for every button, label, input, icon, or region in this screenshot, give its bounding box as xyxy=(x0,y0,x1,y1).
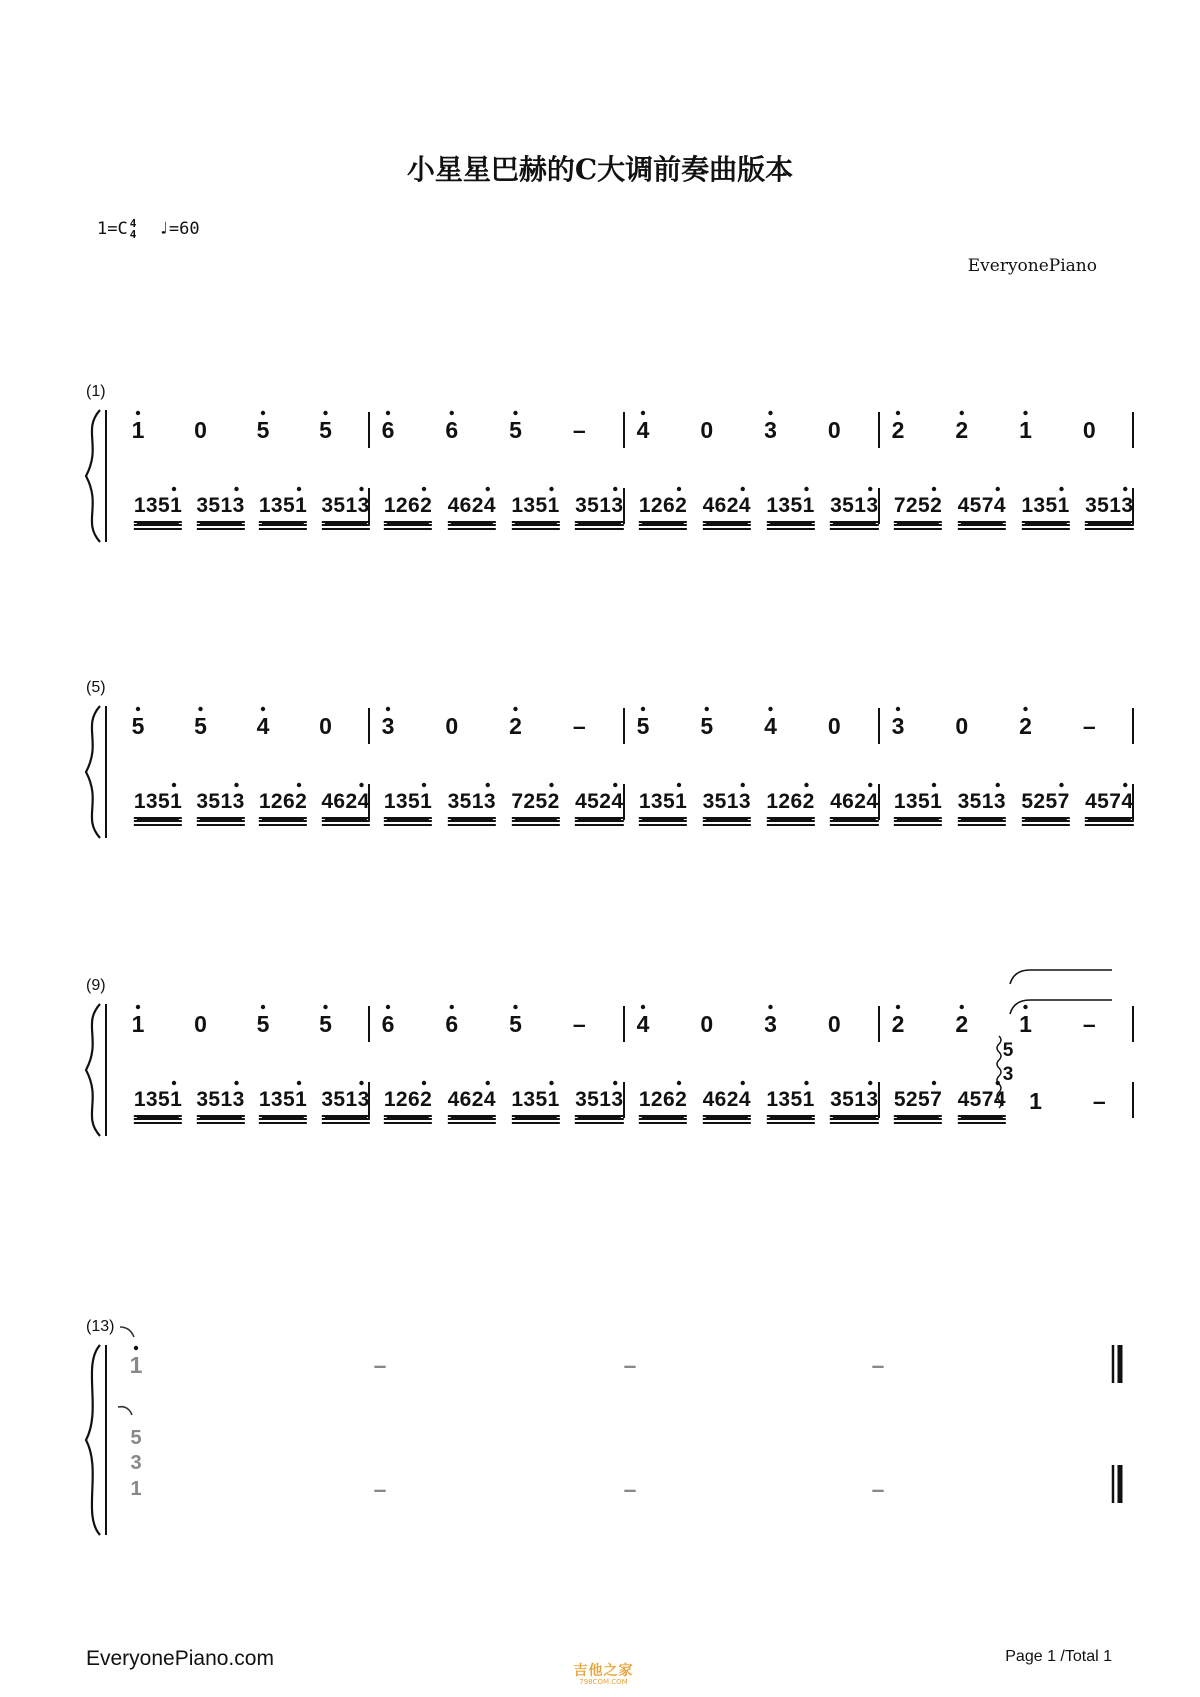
tie-arc xyxy=(120,1327,134,1337)
lh-note-group: 1262 xyxy=(639,494,687,523)
lh-note-group: 4574 xyxy=(958,1088,1006,1117)
lh-note-group: 3513 xyxy=(830,494,878,523)
octave-dot xyxy=(741,487,745,491)
lh-note-group: 3513 xyxy=(196,790,244,819)
rh-note: 0 xyxy=(194,1011,207,1037)
lh-note-group: 1351 xyxy=(259,1088,307,1117)
time-signature: 4 4 xyxy=(129,217,137,241)
lh-note-group: 1351 xyxy=(511,1088,559,1117)
chord-note: 1 xyxy=(130,1478,142,1500)
rh-note: 2 xyxy=(955,417,969,443)
octave-dot xyxy=(804,783,808,787)
lh-note-group: 3513 xyxy=(196,494,244,523)
rh-note: – xyxy=(572,417,586,443)
lh-note-group: 3513 xyxy=(1085,494,1133,523)
measure-number: (9) xyxy=(86,977,106,994)
octave-dot xyxy=(768,1005,772,1009)
rh-note: 0 xyxy=(827,713,841,739)
rh-note: 3 xyxy=(381,713,395,739)
rh-note: 2 xyxy=(509,713,522,739)
rh-note: 2 xyxy=(1019,713,1032,739)
grand-staff-brace xyxy=(86,1345,100,1535)
octave-dot xyxy=(896,707,900,711)
octave-dot xyxy=(136,411,140,415)
rh-note: 6 xyxy=(445,417,459,443)
octave-dot xyxy=(768,411,772,415)
lh-note-group: 3513 xyxy=(196,1088,244,1117)
chord-note: 5 xyxy=(1002,1040,1014,1061)
rh-note: 0 xyxy=(700,417,714,443)
lh-note-group: 4624 xyxy=(703,494,751,523)
octave-dot xyxy=(1059,487,1063,491)
octave-dot xyxy=(486,783,490,787)
octave-dot xyxy=(641,1005,645,1009)
rh-note: 4 xyxy=(764,713,777,739)
lh-note-group: 1351 xyxy=(894,790,942,819)
lh-note-group: 1351 xyxy=(384,790,432,819)
octave-dot xyxy=(677,487,681,491)
lh-note-group: 1351 xyxy=(134,1088,182,1117)
tempo: =60 xyxy=(168,219,200,239)
octave-dot xyxy=(896,411,900,415)
octave-dot xyxy=(1023,1005,1027,1009)
rh-note: – xyxy=(572,713,586,739)
quarter-note-icon: ♩ xyxy=(158,219,169,239)
octave-dot xyxy=(932,783,936,787)
rh-note: 5 xyxy=(700,713,714,739)
octave-dot xyxy=(297,1081,301,1085)
lh-dash: – xyxy=(871,1476,885,1502)
chord-note: 3 xyxy=(1002,1064,1014,1085)
octave-dot xyxy=(804,1081,808,1085)
chord-note: 5 xyxy=(130,1427,142,1449)
lh-note-group: 3513 xyxy=(575,1088,623,1117)
rh-note: 0 xyxy=(194,417,207,443)
lh-note-group: 1262 xyxy=(384,494,432,523)
octave-dot xyxy=(422,783,426,787)
rh-note: 0 xyxy=(827,417,841,443)
octave-dot xyxy=(172,783,176,787)
rh-note: – xyxy=(572,1011,586,1037)
octave-dot xyxy=(868,1081,872,1085)
octave-dot xyxy=(261,1005,265,1009)
rh-dash: – xyxy=(871,1352,885,1378)
rh-note: 1 xyxy=(129,1352,143,1378)
octave-dot xyxy=(323,411,327,415)
watermark-text: 吉他之家 xyxy=(573,1663,634,1679)
octave-dot xyxy=(513,411,517,415)
lh-note-group: 3513 xyxy=(703,790,751,819)
rh-note: 5 xyxy=(319,417,332,443)
rh-note: 5 xyxy=(131,713,145,739)
octave-dot xyxy=(932,487,936,491)
octave-dot xyxy=(932,1081,936,1085)
lh-note-group: 1351 xyxy=(639,790,687,819)
lh-note-group: 4624 xyxy=(321,790,369,819)
rh-note: 5 xyxy=(509,417,522,443)
rh-dash: – xyxy=(623,1352,637,1378)
rh-note: – xyxy=(1082,1011,1096,1037)
octave-dot xyxy=(613,1081,617,1085)
tie-arc xyxy=(118,1407,132,1415)
lh-note-group: 1262 xyxy=(639,1088,687,1117)
lh-note-group: 7252 xyxy=(511,790,559,819)
lh-note-group: 5257 xyxy=(1021,790,1069,819)
octave-dot xyxy=(741,783,745,787)
octave-dot xyxy=(486,1081,490,1085)
grand-staff-brace xyxy=(86,410,100,542)
lh-note-group: 3513 xyxy=(958,790,1006,819)
rh-note: 4 xyxy=(256,713,270,739)
octave-dot xyxy=(261,411,265,415)
lh-note-group: 1351 xyxy=(511,494,559,523)
lh-note-group: 3513 xyxy=(575,494,623,523)
lh-note: – xyxy=(1092,1088,1106,1114)
footer-site: EveryonePiano.com xyxy=(86,1647,274,1670)
octave-dot xyxy=(234,783,238,787)
octave-dot xyxy=(868,487,872,491)
watermark-sub: 798COM.COM xyxy=(579,1678,628,1686)
rh-note: 5 xyxy=(319,1011,332,1037)
rh-note: 5 xyxy=(636,713,650,739)
octave-dot xyxy=(261,707,265,711)
lh-note-group: 5257 xyxy=(894,1088,942,1117)
octave-dot xyxy=(386,1005,390,1009)
octave-dot xyxy=(422,487,426,491)
lh-note-group: 1351 xyxy=(1021,494,1069,523)
rh-note: 5 xyxy=(256,1011,270,1037)
rh-note: 0 xyxy=(955,713,969,739)
rh-note: 2 xyxy=(891,417,905,443)
lh-note-group: 4524 xyxy=(575,790,623,819)
rh-note: 5 xyxy=(194,713,207,739)
octave-dot xyxy=(422,1081,426,1085)
octave-dot xyxy=(960,411,964,415)
octave-dot xyxy=(896,1005,900,1009)
octave-dot xyxy=(996,487,1000,491)
lh-dash: – xyxy=(373,1476,387,1502)
octave-dot xyxy=(677,1081,681,1085)
lh-note-group: 4624 xyxy=(448,1088,496,1117)
lh-note-group: 3513 xyxy=(830,1088,878,1117)
octave-dot xyxy=(549,783,553,787)
lh-note-group: 4574 xyxy=(958,494,1006,523)
rh-note: 0 xyxy=(319,713,332,739)
measure-number: (13) xyxy=(86,1318,115,1335)
octave-dot xyxy=(1123,783,1127,787)
octave-dot xyxy=(359,1081,363,1085)
octave-dot xyxy=(136,1005,140,1009)
lh-note: 1 xyxy=(1029,1088,1042,1114)
octave-dot xyxy=(198,707,202,711)
octave-dot xyxy=(613,487,617,491)
rh-note: 4 xyxy=(636,417,650,443)
octave-dot xyxy=(868,783,872,787)
octave-dot xyxy=(136,707,140,711)
octave-dot xyxy=(1123,487,1127,491)
octave-dot xyxy=(386,411,390,415)
rh-note: 1 xyxy=(131,1011,145,1037)
rh-note: 5 xyxy=(509,1011,522,1037)
grand-staff-brace xyxy=(86,1004,100,1136)
octave-dot xyxy=(1023,707,1027,711)
octave-dot xyxy=(297,783,301,787)
lh-note-group: 1351 xyxy=(134,494,182,523)
lh-note-group: 1262 xyxy=(384,1088,432,1117)
octave-dot xyxy=(359,487,363,491)
octave-dot xyxy=(804,487,808,491)
lh-note-group: 4624 xyxy=(830,790,878,819)
rh-note: 0 xyxy=(445,713,459,739)
octave-dot xyxy=(996,783,1000,787)
rh-note: 3 xyxy=(891,713,905,739)
octave-dot xyxy=(234,487,238,491)
lh-note-group: 1351 xyxy=(766,1088,814,1117)
lh-dash: – xyxy=(623,1476,637,1502)
grand-staff-brace xyxy=(86,706,100,838)
footer-page-number: Page 1 /Total 1 xyxy=(1005,1648,1112,1665)
octave-dot xyxy=(641,411,645,415)
octave-dot xyxy=(513,707,517,711)
lh-note-group: 1262 xyxy=(766,790,814,819)
octave-dot xyxy=(134,1346,138,1350)
octave-dot xyxy=(359,783,363,787)
lh-note-group: 1351 xyxy=(259,494,307,523)
octave-dot xyxy=(768,707,772,711)
lh-note-group: 1351 xyxy=(766,494,814,523)
rh-note: 2 xyxy=(955,1011,969,1037)
octave-dot xyxy=(234,1081,238,1085)
rh-note: 2 xyxy=(891,1011,905,1037)
octave-dot xyxy=(960,1005,964,1009)
lh-note-group: 7252 xyxy=(894,494,942,523)
octave-dot xyxy=(450,1005,454,1009)
octave-dot xyxy=(1059,783,1063,787)
key-signature: 1=C xyxy=(97,219,128,239)
tie-arc xyxy=(1010,970,1112,984)
octave-dot xyxy=(549,487,553,491)
lh-note-group: 1262 xyxy=(259,790,307,819)
lh-note-group: 3513 xyxy=(321,494,369,523)
octave-dot xyxy=(323,1005,327,1009)
measure-number: (5) xyxy=(86,679,106,696)
octave-dot xyxy=(641,707,645,711)
rh-note: 4 xyxy=(636,1011,650,1037)
octave-dot xyxy=(450,411,454,415)
lh-note-group: 3513 xyxy=(321,1088,369,1117)
rh-note: – xyxy=(1082,713,1096,739)
octave-dot xyxy=(172,487,176,491)
rh-note: 0 xyxy=(1082,417,1096,443)
octave-dot xyxy=(677,783,681,787)
rh-note: 1 xyxy=(1019,417,1032,443)
measure-number: (1) xyxy=(86,383,106,400)
lh-note-group: 4574 xyxy=(1085,790,1133,819)
watermark-logo xyxy=(566,1660,641,1686)
octave-dot xyxy=(741,1081,745,1085)
rh-note: 1 xyxy=(1019,1011,1032,1037)
rh-note: 0 xyxy=(827,1011,841,1037)
lh-note-group: 3513 xyxy=(448,790,496,819)
lh-note-group: 4624 xyxy=(703,1088,751,1117)
lh-note-group: 1351 xyxy=(134,790,182,819)
arranger: EveryonePiano xyxy=(967,256,1097,276)
rh-note: 3 xyxy=(764,1011,777,1037)
octave-dot xyxy=(513,1005,517,1009)
rh-note: 6 xyxy=(381,1011,395,1037)
octave-dot xyxy=(613,783,617,787)
rh-note: 6 xyxy=(445,1011,459,1037)
octave-dot xyxy=(1023,411,1027,415)
rh-dash: – xyxy=(373,1352,387,1378)
chord-note: 3 xyxy=(130,1452,142,1474)
rh-note: 0 xyxy=(700,1011,714,1037)
octave-dot xyxy=(705,707,709,711)
octave-dot xyxy=(386,707,390,711)
octave-dot xyxy=(172,1081,176,1085)
octave-dot xyxy=(297,487,301,491)
rh-note: 3 xyxy=(764,417,777,443)
rh-note: 1 xyxy=(131,417,145,443)
rh-note: 5 xyxy=(256,417,270,443)
octave-dot xyxy=(549,1081,553,1085)
score-title: 小星星巴赫的C大调前奏曲版本 xyxy=(406,153,794,186)
lh-note-group: 4624 xyxy=(448,494,496,523)
octave-dot xyxy=(486,487,490,491)
rh-note: 6 xyxy=(381,417,395,443)
